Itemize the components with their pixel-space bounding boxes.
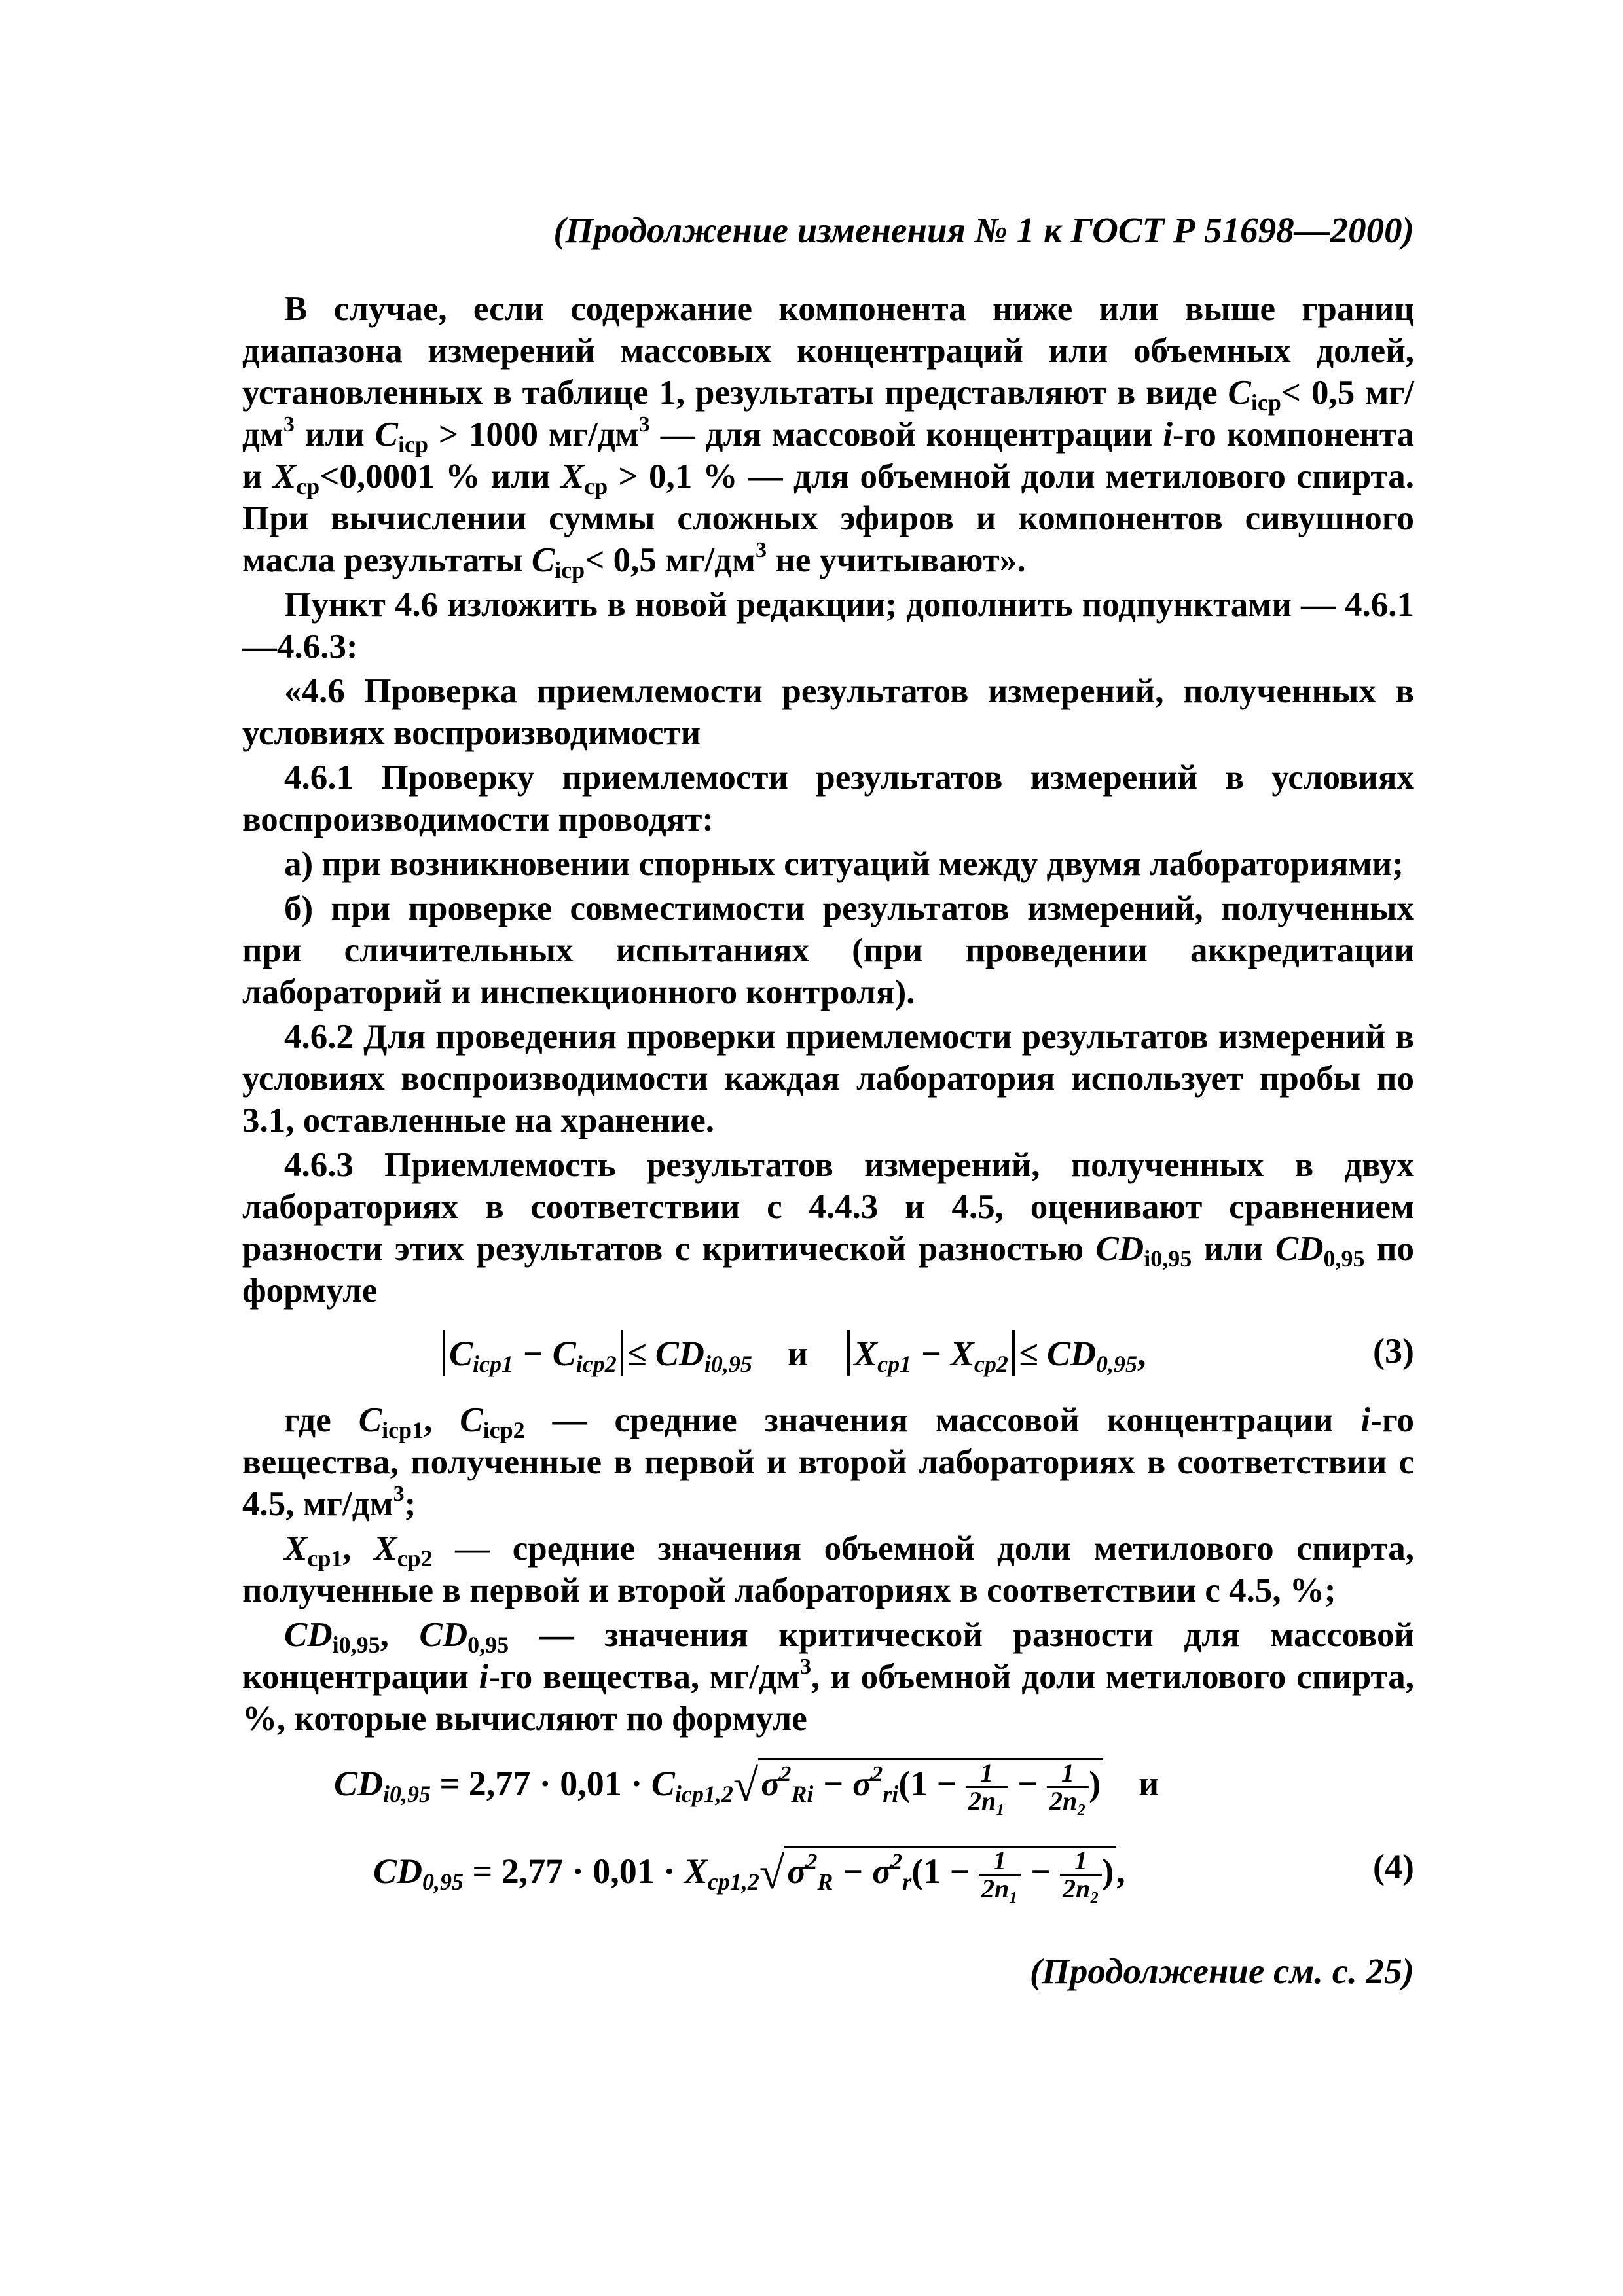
page-header: (Продолжение изменения № 1 к ГОСТ Р 51698—2000) <box>553 210 1414 250</box>
equation-3 <box>242 1318 1414 1390</box>
definition-c-icp: где $C_{icp1}$, $C_{icp2}$ — средние значения массовой концентрации i-го вещества, полученные в первой и второй лабораториях в соответствии с 4.5, $мг/дм^3$; <box>242 1401 1414 1523</box>
definition-cd: $CD_{i0,95}$, $CD_{0,95}$ — значения критической разности для массовой концентрации i-го вещества, $мг/дм^3$, и объемной доли метилового спирта, %, которые вычисляют по формуле <box>242 1616 1414 1738</box>
equation-4b-body: $CD_{0,95} = 2,77 \cdot 0,01 \cdot X_{cp1,2}√\sigma^2_R - \sigma^2_r(1$ − $\frac{1}{\text{2n₁}}$ − $\frac{1}{\text{2n₂}}$ ), <box>373 1846 1125 1903</box>
definition-x-cp: $X_{cp1}$, $X_{cp2}$ — средние значения объемной доли метилового спирта, полученные в первой и второй лабораториях в соответствии с 4.5, %; <box>242 1530 1414 1609</box>
document-body <box>242 288 1414 1922</box>
section-heading-4-6: «4.6 Проверка приемлемости результатов измерений, полученных в условиях воспроизводимости <box>242 672 1414 752</box>
page-footer: (Продолжение см. с. 25) <box>1029 1951 1414 1991</box>
document-page <box>242 0 1414 2296</box>
equation-4a-body: $CD_{i0,95} = 2,77 \cdot 0,01 \cdot C_{icp1,2}√\sigma^2_{Ri} - \sigma^2_{ri}(1$ − $\frac{1}{\text{2n₁}}$ − $\frac{1}{\text{2n₂}}$ ) и <box>334 1758 1159 1816</box>
paragraph-4-6-1: 4.6.1 Проверку приемлемости результатов измерений в условиях воспроизводимости проводят: <box>242 759 1414 838</box>
list-item-b: б) при проверке совместимости результатов измерений, полученных при сличительных испытаниях (при проведении аккредитации лабораторий и инспекционного контроля). <box>242 889 1414 1011</box>
equation-4a <box>242 1746 1414 1825</box>
list-item-a: а) при возникновении спорных ситуаций между двумя лабораториями; <box>284 845 1404 883</box>
equation-3-body: $C_{icp1} - C_{icp2} \le CD_{i0,95}$ и $X_{cp1} - X_{cp2} \le CD_{0,95}$, <box>439 1330 1146 1376</box>
paragraph-range-results: В случае, если содержание компонента ниже или выше границ диапазона измерений массовых концентраций или объемных долей, установленных в таблице 1, результаты представляют в виде $C_{icp}< 0,5$ $мг/дм^3$ или $C_{icp} > 1000$ $мг/дм^3$ — для массовой концентрации i-го компонента и $X_{ср}<0,0001$ % или $X_{ср} > 0,1$ % — для объемной доли метилового спирта. При вычислении суммы сложных эфиров и компонентов сивушного масла результаты $C_{icp}< 0,5$ $мг/дм^3$ не учитывают». <box>242 290 1414 583</box>
equation-4-number: (4) <box>1373 1847 1414 1886</box>
paragraph-4-6-3: 4.6.3 Приемлемость результатов измерений, полученных в двух лабораториях в соответствии с 4.4.3 и 4.5, оценивают сравнением разности этих результатов с критической разностью $CD_{i0,95}$ или $CD_{0,95}$ по формуле <box>242 1146 1415 1310</box>
equation-3-number: (3) <box>1373 1331 1414 1371</box>
paragraph-amendment-note: Пункт 4.6 изложить в новой редакции; дополнить подпунктами — 4.6.1—4.6.3: <box>242 586 1414 666</box>
paragraph-4-6-2: 4.6.2 Для проведения проверки приемлемости результатов измерений в условиях воспроизводимости каждая лаборатория использует пробы по 3.1, оставленные на хранение. <box>242 1018 1414 1139</box>
equation-4b <box>242 1834 1414 1912</box>
